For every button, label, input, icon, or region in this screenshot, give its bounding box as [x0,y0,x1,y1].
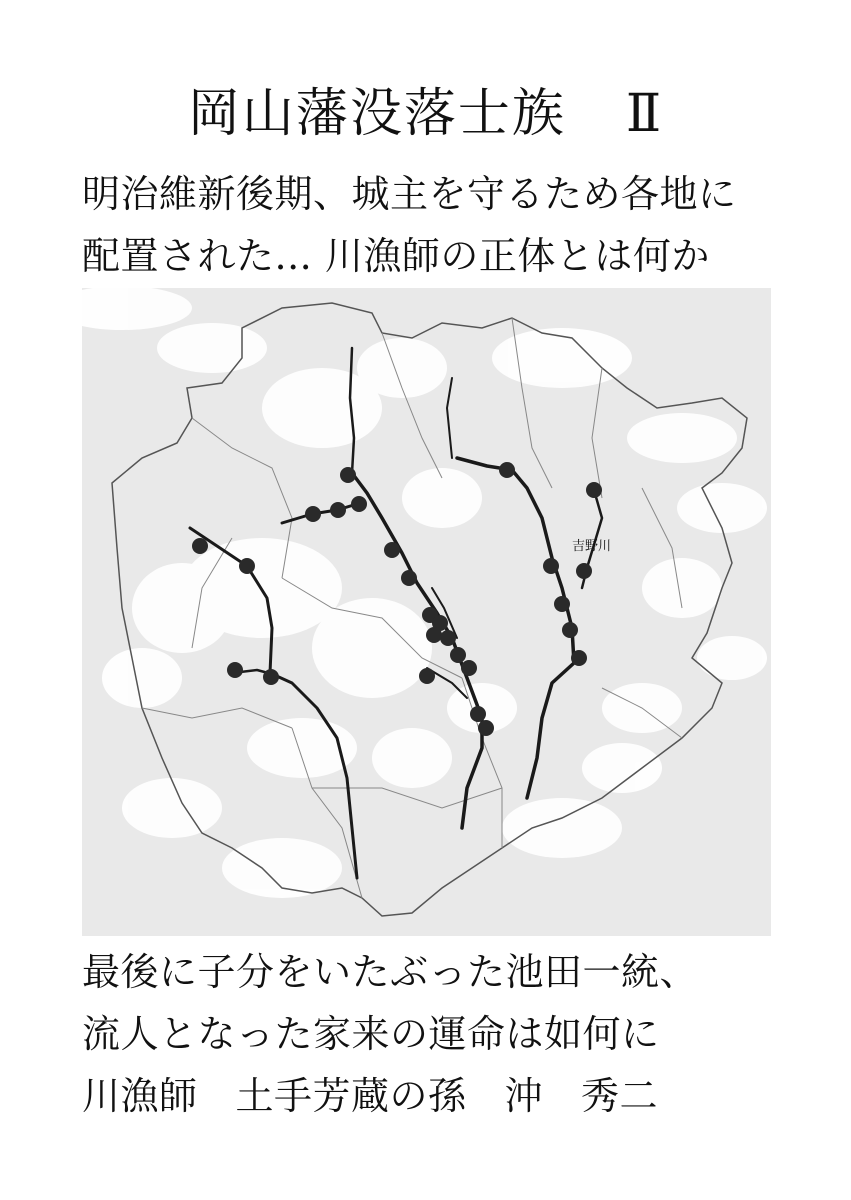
marker [239,558,255,574]
marker [478,720,494,736]
marker [499,462,515,478]
page-title [0,82,851,146]
subtitle-line-1: 明治維新後期、城主を守るため各地に [82,172,737,216]
river-label-yoshino: 吉野川 [572,538,612,553]
marker [571,650,587,666]
author-given-name: 秀二 [581,1074,659,1118]
marker [576,563,592,579]
bottom-line-2: 流人となった家来の運命は如何に [82,1012,660,1056]
marker [543,558,559,574]
marker [470,706,486,722]
marker [263,669,279,685]
author-occupation: 川漁師 [82,1074,198,1118]
marker [330,502,346,518]
bottom-line-1: 最後に子分をいたぶった池田一統、 [82,950,699,994]
marker [586,482,602,498]
marker [340,467,356,483]
map-graphic [82,288,771,936]
marker [401,570,417,586]
author-lineage: 土手芳蔵の孫 [235,1074,467,1118]
okayama-river-map [82,288,771,936]
title-main: 岡山藩没落士族 [187,84,566,144]
east-river-upper [447,378,452,458]
title-volume-number: Ⅱ [625,84,664,144]
marker [227,662,243,678]
marker [192,538,208,554]
marker [440,630,456,646]
marker [562,622,578,638]
marker [461,660,477,676]
marker [384,542,400,558]
marker [554,596,570,612]
marker [450,647,466,663]
author-surname: 沖 [504,1074,544,1118]
subtitle-line-2: 配置された... 川漁師の正体とは何か [82,234,710,278]
marker [305,506,321,522]
marker [426,627,442,643]
author-line [82,1072,658,1120]
marker [351,496,367,512]
marker [419,668,435,684]
